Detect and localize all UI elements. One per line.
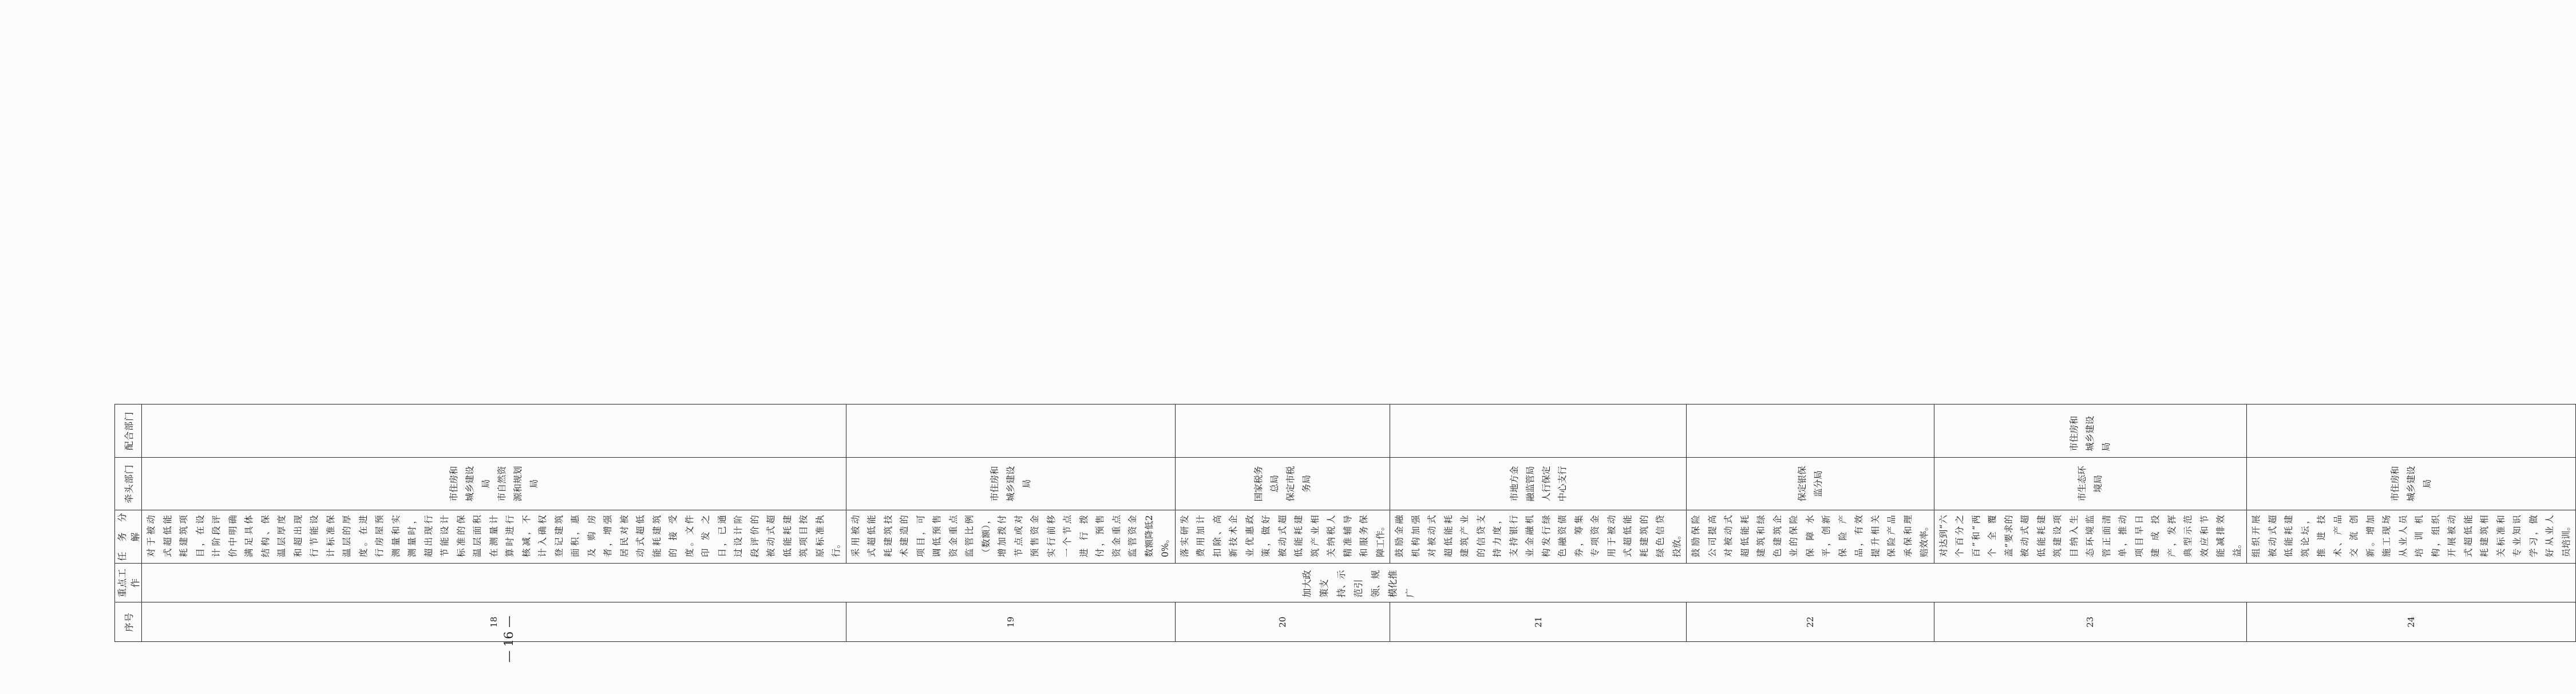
row-number: 24	[2247, 602, 2576, 642]
coop-dept-cell	[1390, 404, 1687, 458]
header-task: 任 务 分 解	[115, 510, 142, 564]
header-seq: 序号	[115, 602, 142, 642]
lead-dept-line: 市自然资源和规划局	[496, 466, 539, 502]
lead-dept-line: 国家税务总局	[1253, 466, 1280, 502]
task-cell: 对于被动式超低能耗建筑项目，在设计阶段评价中明确满足具体结构、保温层厚度和超出现行节能设计标准保温层的厚度。在进行房屋预测量和实测量时，超出现行节能设计标准的保温层面积在测量计算时进行核减，不计入确权登记建筑面积，惠及购房者，增强居民对被动式超低能耗建筑的接受度。文件印发之日，已通过设计阶段评价的被动式超低能耗建筑项目按原标准执行。	[142, 510, 846, 564]
lead-dept-cell	[1175, 457, 1390, 510]
lead-dept-cell	[846, 457, 1175, 510]
lead-dept-line: 市住房和城乡建设局	[448, 466, 491, 502]
row-number: 21	[1390, 602, 1687, 642]
header-lead: 牵头部门	[115, 457, 142, 510]
key-work-cell: 加大政策支持、示范引领、规模化推广	[142, 563, 2576, 602]
table-row	[846, 73, 1175, 642]
row-number: 18	[142, 602, 846, 642]
lead-dept-line: 保定银保监分局	[1797, 466, 1823, 502]
row-number: 20	[1175, 602, 1390, 642]
task-cell: 落实研发费用加计扣除、高新技术企业优惠政策，做好被动式超低能耗建筑产业相关纳税人精准辅导和服务保障工作。	[1175, 510, 1390, 564]
coop-dept-cell	[846, 404, 1175, 458]
table-row	[1390, 73, 1687, 642]
row-number: 19	[846, 602, 1175, 642]
lead-dept-cell	[142, 457, 846, 510]
table-row	[1687, 73, 1934, 642]
lead-dept-cell	[1390, 457, 1687, 510]
lead-dept-line: 市地方金融监管局	[1509, 466, 1536, 502]
table-row	[1934, 73, 2247, 642]
lead-dept-line: 市生态环境局	[2077, 466, 2104, 502]
table-row	[2247, 73, 2576, 642]
lead-dept-cell	[1687, 457, 1934, 510]
lead-dept-line: 保定市税务局	[1285, 466, 1312, 502]
header-coop: 配合部门	[115, 404, 142, 458]
lead-dept-cell	[1934, 457, 2247, 510]
task-cell: 组织开展被动式超低能耗建筑论坛，推进技术、产品交流创新。增加施工现场从业人员培训机构，组织开展被动式超低能耗建筑相关标准和专业知识学习，做好从业人员培训。	[2247, 510, 2576, 564]
coop-dept-cell: 市住房和城乡建设局	[1934, 404, 2247, 458]
coop-dept-cell	[142, 404, 846, 458]
header-row	[115, 73, 142, 642]
task-cell: 鼓励金融机构加强对被动式超低能耗建筑产业的信贷支持力度，支持银行业金融机构发行绿色融资债券，筹集专项资金用于被动式超低能耗建筑的绿色信贷投放。	[1390, 510, 1687, 564]
task-cell: 鼓励保险公司提高对被动式超低能耗建筑和绿色建筑企业的保险保障水平，创新保险产品，有效提升相关保险产品承保和理赔效率。	[1687, 510, 1934, 564]
task-table	[114, 73, 2576, 663]
task-cell: 采用被动式超低能耗建筑技术建造的项目，可调低预售资金重点监管比例（数额），增加拨付节点或对预售资金实行前移一个节点进行拨付，预售资金重点监管资金数额降低20%。	[846, 510, 1175, 564]
coop-dept-cell	[1175, 404, 1390, 458]
page-number: — 16 —	[502, 615, 516, 663]
header-key-work: 重点工作	[115, 563, 142, 602]
lead-dept-cell	[2247, 457, 2576, 510]
lead-dept-line: 人行保定中心支行	[1541, 466, 1568, 502]
coop-dept-cell	[1687, 404, 1934, 458]
table-row	[1175, 73, 1390, 642]
table-row	[142, 73, 846, 642]
lead-dept-line: 市住房和城乡建设局	[989, 466, 1032, 502]
row-number: 23	[1934, 602, 2247, 642]
task-cell: 对达到“六个百分之百”和“两个全覆盖”要求的被动式超低能耗建筑建设项目纳入生态环境监管正面清单，推动项目早日建成投产，发挥典型示范效应和节能减排效益。	[1934, 510, 2247, 564]
row-number: 22	[1687, 602, 1934, 642]
lead-dept-line: 市住房和城乡建设局	[2390, 466, 2432, 502]
coop-dept-cell	[2247, 404, 2576, 458]
